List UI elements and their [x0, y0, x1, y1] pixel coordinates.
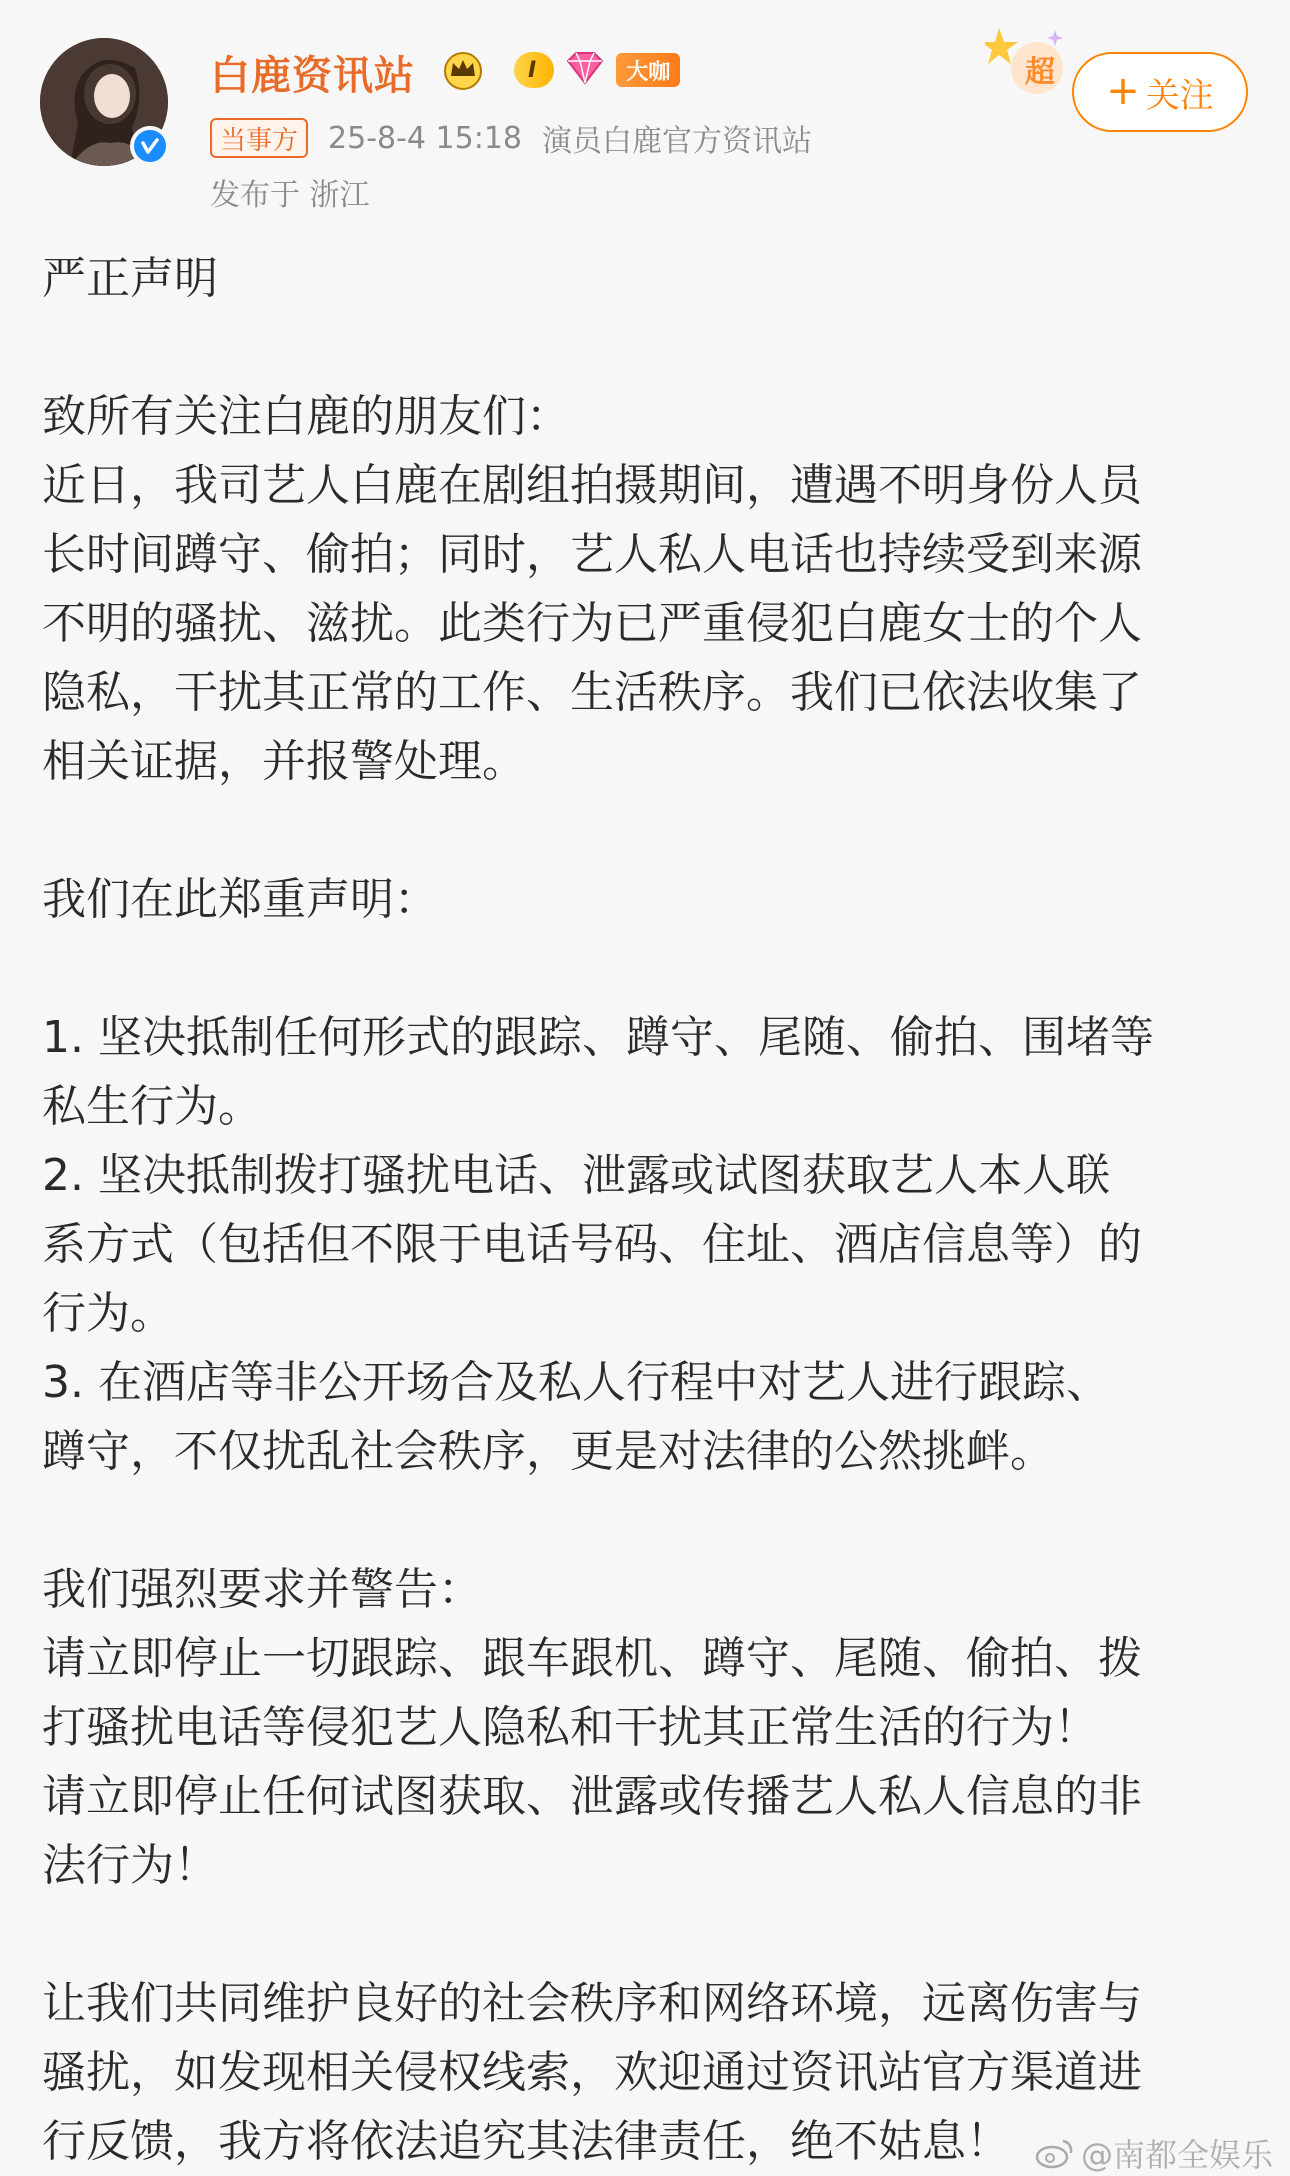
post-header [0, 0, 1290, 213]
post-timestamp: 25-8-4 15:18 [328, 120, 523, 156]
post-line: 请立即停止任何试图获取、泄露或传播艺人私人信息的非 [42, 1771, 1142, 1822]
blank-line [42, 1486, 1257, 1555]
post-line: 私生行为。 [42, 1081, 262, 1132]
watermark [1035, 2130, 1273, 2176]
vip-badge[interactable]: 大咖 [616, 53, 680, 87]
post-line: 让我们共同维护良好的社会秩序和网络环境，远离伤害与 [42, 1978, 1142, 2029]
post-line: 2. 坚决抵制拨打骚扰电话、泄露或试图获取艺人本人联 [42, 1150, 1110, 1201]
post-line: 系方式（包括但不限于电话号码、住址、酒店信息等）的 [42, 1219, 1142, 1270]
username[interactable]: 白鹿资讯站 [210, 53, 415, 99]
post-body [42, 244, 1257, 2176]
post-line: 打骚扰电话等侵犯艺人隐私和干扰其正常生活的行为！ [42, 1702, 1098, 1753]
follow-label: 关注 [1145, 75, 1214, 116]
post-line: 行为。 [42, 1288, 174, 1339]
super-fan-label: 超 [1025, 55, 1055, 90]
post-line: 请立即停止一切跟踪、跟车跟机、蹲守、尾随、偷拍、拨 [42, 1633, 1142, 1684]
super-fan-icon[interactable] [985, 20, 1065, 104]
post-line: 骚扰，如发现相关侵权线索，欢迎通过资讯站官方渠道进 [42, 2047, 1142, 2098]
blank-line [42, 313, 1257, 382]
post-line: 1. 坚决抵制任何形式的跟踪、蹲守、尾随、偷拍、围堵等 [42, 1012, 1154, 1063]
weibo-logo-icon [1035, 2137, 1075, 2169]
watermark-label: @南都全娱乐 [1081, 2136, 1274, 2174]
post-source[interactable]: 演员白鹿官方资讯站 [542, 124, 813, 159]
blank-line [42, 1900, 1257, 1969]
blank-line [42, 934, 1257, 1003]
post-line: 严正声明 [42, 253, 218, 304]
post-line: 蹲守，不仅扰乱社会秩序，更是对法律的公然挑衅。 [42, 1426, 1054, 1477]
post-line: 不明的骚扰、滋扰。此类行为已严重侵犯白鹿女士的个人 [42, 598, 1142, 649]
verified-icon [130, 126, 170, 166]
post-line: 长时间蹲守、偷拍；同时，艺人私人电话也持续受到来源 [42, 529, 1142, 580]
crown-icon[interactable] [442, 49, 506, 91]
blank-line [42, 796, 1257, 865]
post-line: 致所有关注白鹿的朋友们： [42, 391, 570, 442]
follow-button[interactable] [1072, 52, 1248, 132]
post-line: 行反馈，我方将依法追究其法律责任，绝不姑息！ [42, 2116, 1010, 2167]
plus-icon: + [1106, 68, 1140, 114]
post-line: 3. 在酒店等非公开场合及私人行程中对艺人进行跟踪、 [42, 1357, 1110, 1408]
level-badge[interactable]: I [514, 52, 554, 88]
post-line: 我们强烈要求并警告： [42, 1564, 482, 1615]
post-location: 发布于 浙江 [210, 178, 370, 213]
post-line: 我们在此郑重声明： [42, 874, 438, 925]
user-badges [442, 48, 680, 92]
post-line: 近日，我司艺人白鹿在剧组拍摄期间，遭遇不明身份人员 [42, 460, 1142, 511]
post-line: 法行为！ [42, 1840, 218, 1891]
party-tag: 当事方 [210, 118, 308, 158]
post-line: 相关证据，并报警处理。 [42, 736, 526, 787]
post-meta [210, 116, 812, 160]
post-line: 隐私，干扰其正常的工作、生活秩序。我们已依法收集了 [42, 667, 1142, 718]
diamond-icon[interactable] [562, 49, 608, 91]
